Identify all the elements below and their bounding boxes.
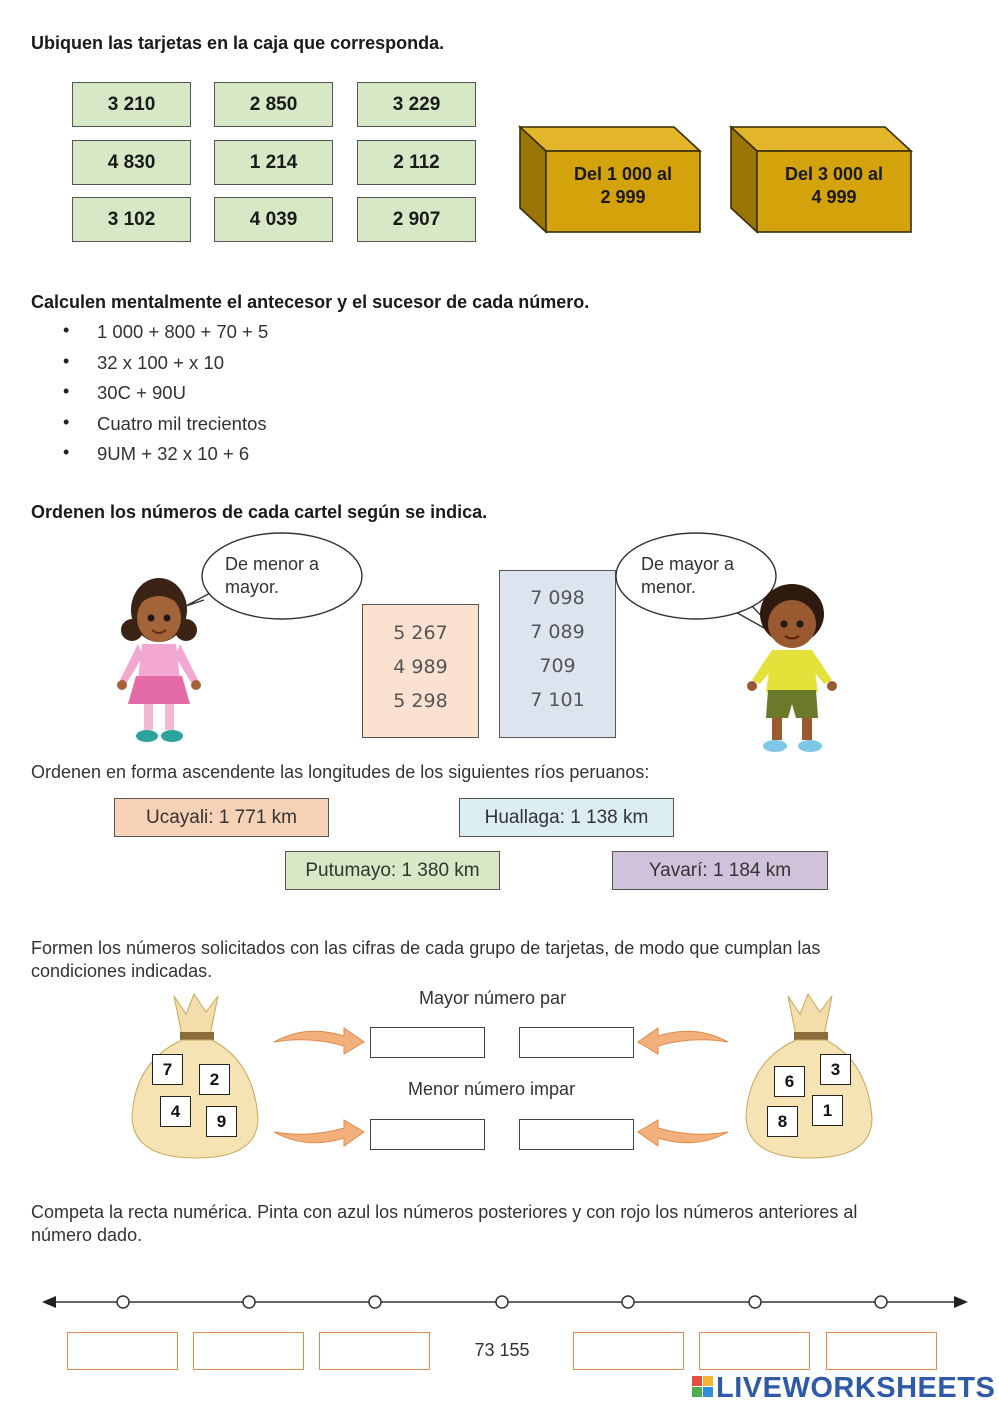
bag-left [126,990,262,1162]
section-title-form-numbers: Formen los números solicitados con las cifras de cada grupo de tarjetas, de modo que cumplan las condiciones indicadas. [31,938,821,981]
number-card[interactable]: 4 039 [214,197,333,242]
poster-number: 5 267 [393,622,448,644]
number-line-box[interactable] [699,1332,810,1370]
number-card[interactable]: 2 850 [214,82,333,127]
digit-tile: 2 [199,1064,230,1095]
number-line-box[interactable] [319,1332,430,1370]
poster-number: 7 098 [530,587,585,609]
digit-tile: 3 [820,1054,851,1085]
section-title-number-line: Competa la recta numérica. Pinta con azul los números posteriores y con rojo los números anteriores al número dado. [31,1202,858,1245]
answer-box-smallest-odd-right[interactable] [519,1119,634,1150]
digit-tile: 7 [152,1054,183,1085]
number-card[interactable]: 3 229 [357,82,476,127]
section-title-cards: Ubiquen las tarjetas en la caja que corresponda. [31,33,445,53]
number-card[interactable]: 2 112 [357,140,476,185]
answer-box-smallest-odd-left[interactable] [370,1119,485,1150]
digit-tile: 8 [767,1106,798,1137]
expression-item: • 9UM + 32 x 10 + 6 [31,443,268,474]
expression-item: • 30C + 90U [31,382,268,413]
digit-tile: 4 [160,1096,191,1127]
label-smallest-odd: Menor número impar [408,1079,576,1099]
poster-number: 709 [539,655,576,677]
liveworksheets-logo: LIVEWORKSHEETS [716,1372,996,1404]
section-title-rivers: Ordenen en forma ascendente las longitudes de los siguientes ríos peruanos: [31,762,650,782]
liveworksheets-logo-icon [692,1376,714,1398]
drop-box-label: Del 1 000 al 2 999 [573,164,673,207]
number-line-box[interactable] [573,1332,684,1370]
label-largest-even: Mayor número par [419,988,567,1008]
answer-box-largest-even-right[interactable] [519,1027,634,1058]
number-line-box[interactable] [826,1332,937,1370]
arrow-right-icon [270,1114,366,1154]
speech-text-boy: De mayor a menor. [641,554,735,597]
poster-number: 4 989 [393,656,448,678]
digit-tile: 9 [206,1106,237,1137]
number-line-box[interactable] [193,1332,304,1370]
number-line [40,1290,970,1314]
poster-number: 5 298 [393,690,448,712]
arrow-left-icon [636,1020,732,1060]
expression-item: • 32 x 100 + x 10 [31,352,268,383]
bag-right [740,990,876,1162]
river-card-yavari[interactable]: Yavarí: 1 184 km [612,851,828,890]
arrow-right-icon [270,1020,366,1060]
drop-box-label: Del 3 000 al 4 999 [784,164,884,207]
digit-tile: 1 [812,1095,843,1126]
answer-box-largest-even-left[interactable] [370,1027,485,1058]
number-card[interactable]: 4 830 [72,140,191,185]
speech-text-girl: De menor a mayor. [225,554,320,597]
poster-descending [499,570,616,738]
poster-number: 7 101 [530,689,585,711]
river-card-ucayali[interactable]: Ucayali: 1 771 km [114,798,329,837]
number-card[interactable]: 2 907 [357,197,476,242]
number-card[interactable]: 1 214 [214,140,333,185]
section-title-predecessor: Calculen mentalmente el antecesor y el sucesor de cada número. [31,292,590,312]
boy-illustration [742,580,852,760]
expression-list [31,321,268,474]
number-line-box[interactable] [67,1332,178,1370]
expression-item: • Cuatro mil trecientos [31,413,268,444]
river-card-huallaga[interactable]: Huallaga: 1 138 km [459,798,674,837]
river-card-putumayo[interactable]: Putumayo: 1 380 km [285,851,500,890]
number-card[interactable]: 3 210 [72,82,191,127]
section-title-order: Ordenen los números de cada cartel según se indica. [31,502,488,522]
expression-item: • 1 000 + 800 + 70 + 5 [31,321,268,352]
digit-tile: 6 [774,1066,805,1097]
poster-ascending [362,604,479,738]
given-number: 73 155 [474,1340,530,1360]
arrow-left-icon [636,1114,732,1154]
number-card[interactable]: 3 102 [72,197,191,242]
poster-number: 7 089 [530,621,585,643]
